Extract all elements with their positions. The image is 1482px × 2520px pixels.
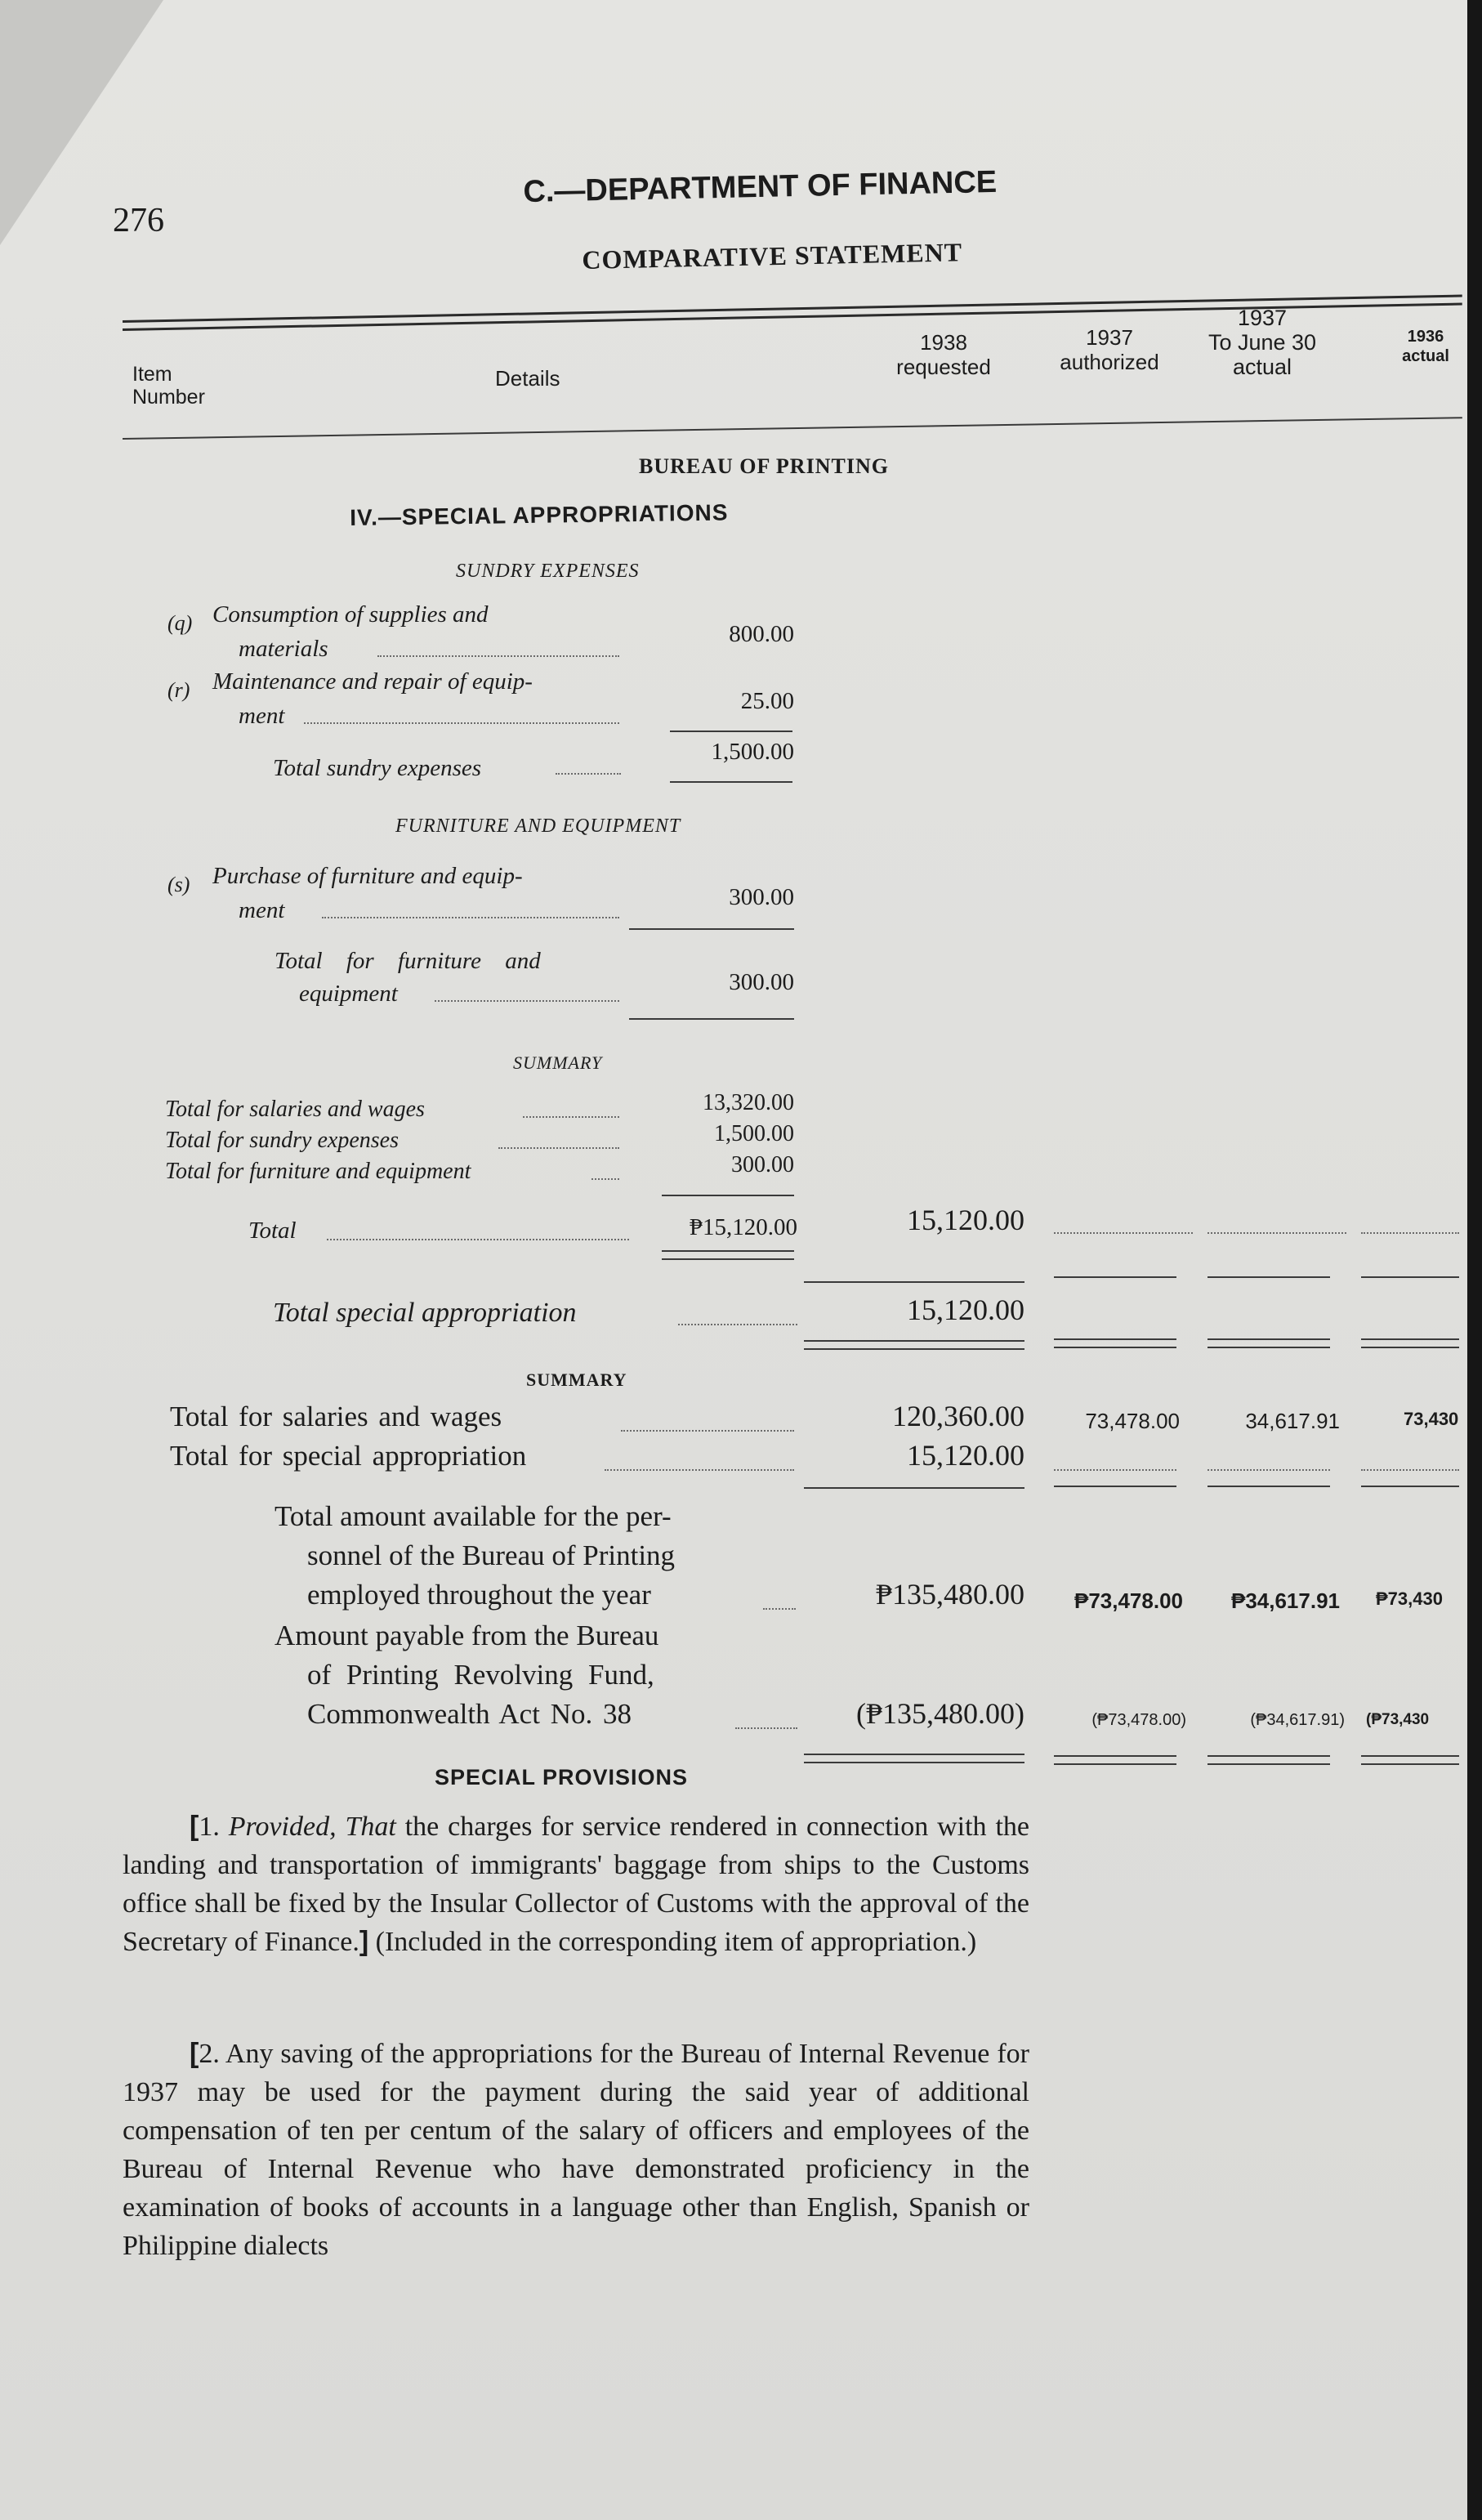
summary2-salaries-label: Total for salaries and wages bbox=[170, 1401, 502, 1432]
available-1937-june: ₱34,617.91 bbox=[1230, 1588, 1340, 1613]
col-1937-june-actual: actual bbox=[1232, 355, 1292, 379]
binding-edge bbox=[1467, 0, 1482, 2520]
summary1-june-blank bbox=[1207, 1231, 1346, 1234]
provision-2-text: 2. Any saving of the appropriations for the Bureau of Internal Revenue for 1937 may be used for the payment during the said year of additional compensation of ten per centum of the salary of officers and employees of the Bureau of Internal Revenue who have demonstrated proficiency in the examination of books of accounts in a language other than English, Spanish or Philippine dialects bbox=[123, 2039, 1029, 2261]
payable-leader bbox=[735, 1726, 797, 1729]
summary1-total-amount: ₱15,120.00 bbox=[689, 1214, 797, 1240]
payable-line2: of Printing Revolving Fund, bbox=[307, 1659, 654, 1691]
summary2-special-leader bbox=[605, 1468, 794, 1471]
summary1-sundry-amount: 1,500.00 bbox=[714, 1121, 794, 1146]
col-item-number bbox=[132, 363, 222, 409]
special-june-top-rule bbox=[1207, 1276, 1330, 1278]
section-heading: IV.—SPECIAL APPROPRIATIONS bbox=[350, 499, 729, 530]
department-title: C.—DEPARTMENT OF FINANCE bbox=[523, 164, 998, 209]
col-item-number-text: Item Number bbox=[132, 363, 205, 409]
summary1-1936-blank bbox=[1361, 1231, 1459, 1234]
special-total-requested: 15,120.00 bbox=[907, 1294, 1024, 1326]
col-1937-june-label: To June 30 bbox=[1207, 330, 1317, 355]
col-1937-auth-label: authorized bbox=[1060, 350, 1159, 374]
available-1937-auth: ₱73,478.00 bbox=[1074, 1588, 1183, 1613]
payable-double-rule-1936 bbox=[1361, 1755, 1459, 1765]
summary2-salaries-1937-june: 34,617.91 bbox=[1245, 1409, 1340, 1433]
furniture-total-amount: 300.00 bbox=[729, 969, 794, 995]
item-s-leader bbox=[322, 915, 619, 918]
summary1-total-leader bbox=[327, 1237, 629, 1240]
item-s-line1: Purchase of furniture and equip- bbox=[212, 863, 523, 889]
provision-1-tail: (Included in the corresponding item of appropriation.) bbox=[368, 1927, 977, 1957]
provision-1-italic: Provided, That bbox=[228, 1812, 396, 1842]
payable-1937-auth: (₱73,478.00) bbox=[1091, 1711, 1186, 1729]
item-s-amount: 300.00 bbox=[729, 884, 794, 910]
furniture-total-leader bbox=[435, 999, 619, 1002]
special-june-double-rule bbox=[1207, 1338, 1330, 1348]
available-line1: Total amount available for the per- bbox=[275, 1500, 672, 1532]
summary2-rule-1936 bbox=[1361, 1486, 1459, 1487]
furniture-total-line2: equipment bbox=[299, 981, 398, 1007]
sundry-total-label: Total sundry expenses bbox=[273, 755, 482, 781]
summary1-salaries-label: Total for salaries and wages bbox=[165, 1097, 425, 1122]
provision-2 bbox=[123, 2035, 1029, 2265]
special-top-rule bbox=[804, 1281, 1024, 1283]
item-r-label: (r) bbox=[167, 678, 190, 702]
special-auth-top-rule bbox=[1054, 1276, 1176, 1278]
sundry-total-rule bbox=[670, 781, 792, 783]
col-1936-actual bbox=[1389, 327, 1462, 366]
summary1-heading: SUMMARY bbox=[513, 1052, 603, 1073]
item-q-amount: 800.00 bbox=[729, 621, 794, 647]
provisions-heading: SPECIAL PROVISIONS bbox=[435, 1765, 689, 1789]
summary2-special-auth-blank bbox=[1054, 1468, 1176, 1471]
payable-line1: Amount payable from the Bureau bbox=[275, 1620, 659, 1651]
col-1938-requested bbox=[874, 330, 1013, 379]
summary1-rule bbox=[662, 1195, 794, 1196]
summary1-total-label: Total bbox=[248, 1218, 297, 1244]
page-number: 276 bbox=[113, 202, 164, 239]
col-1937-june bbox=[1189, 306, 1336, 379]
summary1-salaries-leader bbox=[523, 1115, 619, 1118]
col-1937-auth-year: 1937 bbox=[1086, 325, 1133, 350]
bureau-heading: BUREAU OF PRINTING bbox=[639, 454, 889, 478]
col-1938-year: 1938 bbox=[920, 330, 967, 355]
sundry-total-leader bbox=[556, 771, 621, 775]
header-bottom-rule bbox=[123, 417, 1462, 440]
provision-2-open-bracket: [ bbox=[190, 2038, 199, 2069]
summary2-salaries-1938: 120,360.00 bbox=[892, 1400, 1024, 1432]
provision-1-close-bracket: ] bbox=[359, 1926, 369, 1957]
summary1-sundry-label: Total for sundry expenses bbox=[165, 1128, 399, 1153]
summary2-salaries-1936: 73,430 bbox=[1404, 1409, 1459, 1429]
item-r-line2: ment bbox=[239, 703, 285, 729]
special-total-leader bbox=[678, 1322, 797, 1325]
provision-1 bbox=[123, 1807, 1029, 1961]
payable-1936: (₱73,430 bbox=[1366, 1711, 1430, 1728]
furniture-total-line1: Total for furniture and bbox=[275, 948, 541, 974]
statement-subtitle: COMPARATIVE STATEMENT bbox=[582, 237, 963, 275]
summary2-special-1938: 15,120.00 bbox=[907, 1439, 1024, 1472]
provision-1-open-bracket: [ bbox=[190, 1811, 199, 1842]
summary2-rule-auth bbox=[1054, 1486, 1176, 1487]
payable-1938: (₱135,480.00) bbox=[856, 1697, 1024, 1730]
payable-double-rule-june bbox=[1207, 1755, 1330, 1765]
summary2-special-label: Total for special appropriation bbox=[170, 1440, 527, 1472]
available-line2: sonnel of the Bureau of Printing bbox=[307, 1539, 676, 1571]
summary2-salaries-leader bbox=[621, 1428, 794, 1432]
item-q-line2: materials bbox=[239, 636, 328, 662]
item-r-amount: 25.00 bbox=[740, 688, 794, 714]
sundry-heading: SUNDRY EXPENSES bbox=[456, 561, 640, 582]
col-1938-label: requested bbox=[896, 355, 991, 379]
special-1936-top-rule bbox=[1361, 1276, 1459, 1278]
summary1-furniture-amount: 300.00 bbox=[731, 1152, 794, 1177]
item-q-label: (q) bbox=[167, 611, 193, 635]
col-1936-year: 1936 bbox=[1407, 328, 1444, 346]
special-total-label: Total special appropriation bbox=[273, 1298, 577, 1328]
sundry-total-amount: 1,500.00 bbox=[711, 739, 794, 765]
col-1937-june-year: 1937 bbox=[1237, 306, 1288, 330]
summary1-furniture-label: Total for furniture and equipment bbox=[165, 1159, 471, 1184]
sundry-subtotal-rule bbox=[670, 731, 792, 732]
payable-double-rule-1938 bbox=[804, 1754, 1024, 1763]
provision-1-text: the charges for service rendered in connection with the landing and transportation of immigrants' baggage from ships to the Customs office shall be fixed by the Insular Collector of Customs with the approval of the Secretary of Finance. bbox=[123, 1812, 1029, 1957]
summary2-rule-1938 bbox=[804, 1487, 1024, 1489]
item-r-line1: Maintenance and repair of equip- bbox=[212, 668, 533, 695]
summary1-double-rule bbox=[662, 1250, 794, 1260]
payable-1937-june: (₱34,617.91) bbox=[1250, 1711, 1345, 1729]
item-s-line2: ment bbox=[239, 897, 285, 923]
payable-line3: Commonwealth Act No. 38 bbox=[307, 1698, 632, 1730]
furniture-heading: FURNITURE AND EQUIPMENT bbox=[395, 815, 681, 837]
item-q-line1: Consumption of supplies and bbox=[212, 601, 489, 628]
summary1-furniture-leader bbox=[591, 1177, 619, 1180]
summary1-auth-blank bbox=[1054, 1231, 1193, 1234]
available-leader bbox=[763, 1606, 796, 1610]
summary2-salaries-1937-auth: 73,478.00 bbox=[1085, 1409, 1180, 1433]
available-line3: employed throughout the year bbox=[307, 1579, 651, 1611]
summary1-total-requested: 15,120.00 bbox=[907, 1204, 1024, 1236]
item-r-leader bbox=[304, 721, 619, 724]
summary2-special-june-blank bbox=[1207, 1468, 1330, 1471]
furniture-subtotal-rule bbox=[629, 928, 794, 930]
furniture-total-rule bbox=[629, 1018, 794, 1020]
item-q-leader bbox=[377, 654, 619, 657]
payable-double-rule-auth bbox=[1054, 1755, 1176, 1765]
available-1936: ₱73,430 bbox=[1376, 1588, 1443, 1609]
summary2-special-1936-blank bbox=[1361, 1468, 1459, 1471]
item-s-label: (s) bbox=[167, 873, 190, 896]
summary2-rule-june bbox=[1207, 1486, 1330, 1487]
special-1936-double-rule bbox=[1361, 1338, 1459, 1348]
summary1-sundry-leader bbox=[498, 1146, 619, 1149]
col-details: Details bbox=[495, 366, 560, 391]
summary2-heading: SUMMARY bbox=[526, 1369, 627, 1390]
special-total-double-rule bbox=[804, 1340, 1024, 1350]
summary1-salaries-amount: 13,320.00 bbox=[703, 1090, 794, 1115]
col-1937-authorized bbox=[1036, 325, 1183, 374]
col-1936-label: actual bbox=[1402, 347, 1449, 365]
special-auth-double-rule bbox=[1054, 1338, 1176, 1348]
available-1938: ₱135,480.00 bbox=[875, 1578, 1024, 1611]
provision-1-number: 1. bbox=[199, 1812, 229, 1842]
